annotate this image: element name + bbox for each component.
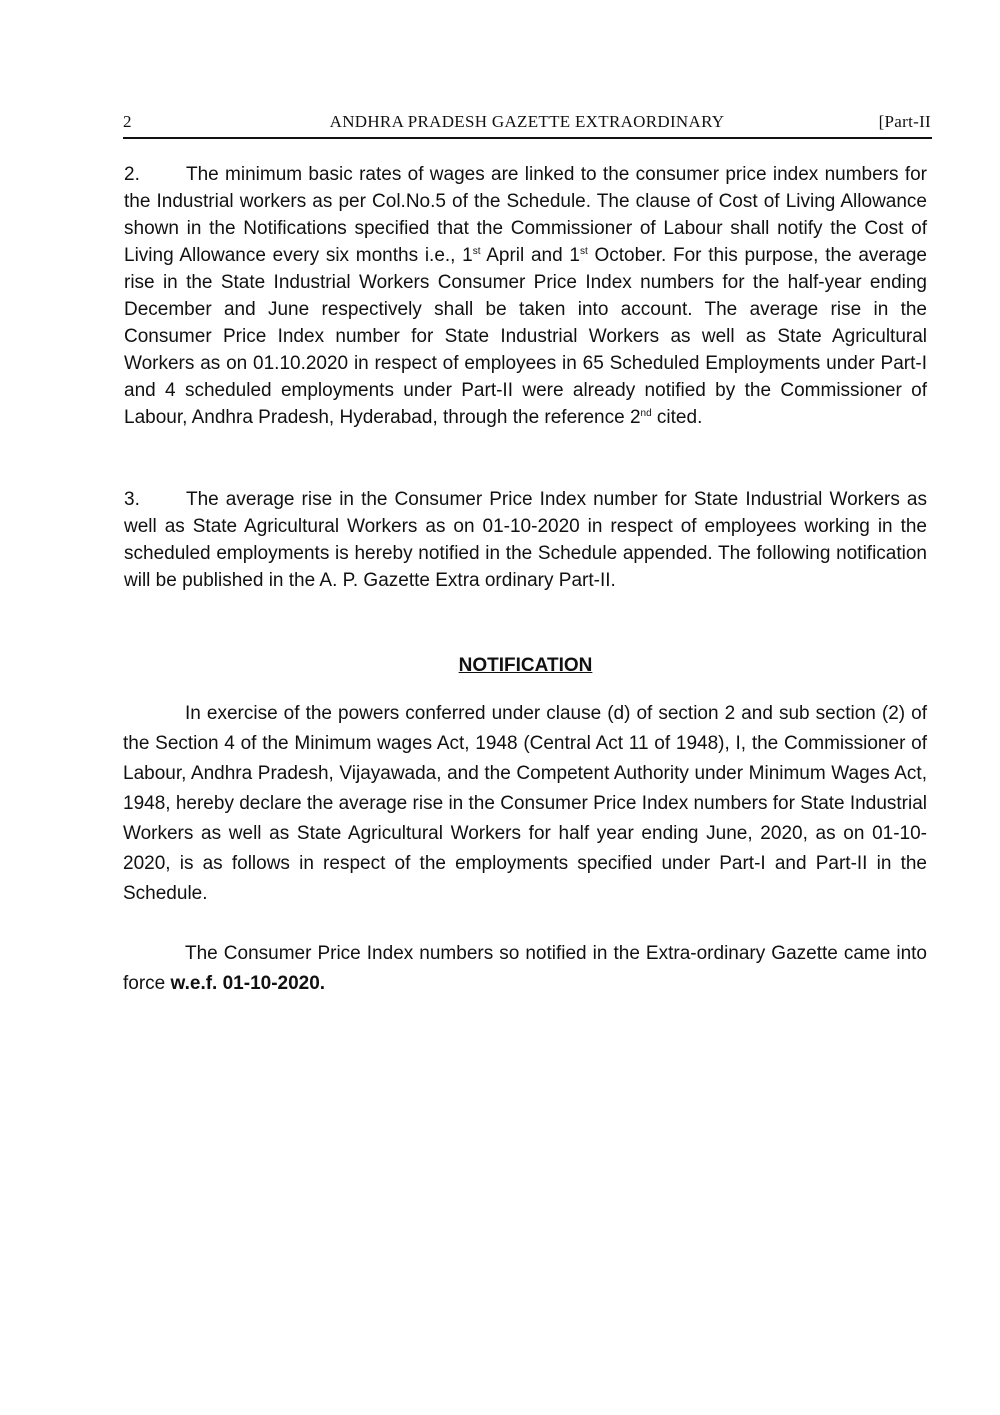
ordinal-suffix: nd xyxy=(640,408,652,419)
notification-body: In exercise of the powers conferred under clause (d) of section 2 and sub section (2) of the Section 4 of the Minimum wages Act, 1948 (Central Act 11 of 1948), I, the Commissioner of Labour, Andhra Pradesh, Vijayawada, and the Competent Authority under Minimum Wages Act, 1948, hereby declare the average rise in the Consumer Price Index numbers for State Industrial Workers as well as State Agricultural Workers for half year ending June, 2020, as on 01-10-2020, is as follows in respect of the employments specified under Part-I and Part-II in the Schedule. xyxy=(123,703,927,904)
gazette-title: ANDHRA PRADESH GAZETTE EXTRAORDINARY xyxy=(329,112,725,131)
paragraph-2 xyxy=(124,161,927,431)
paragraph-text: The minimum basic rates of wages are linked to the consumer price index numbers for the Industrial workers as per Col.No.5 of the Schedule. The clause of Cost of Living Allowance shown in the Notifications specified that the Commissioner of Labour shall notify the Cost of Living Allowance every six months i.e., 1 xyxy=(124,164,927,266)
effective-text: The Consumer Price Index numbers so notified in the Extra-ordinary Gazette came into force xyxy=(123,943,927,994)
page-number: 2 xyxy=(123,112,132,131)
paragraph-text: April and 1 xyxy=(480,245,580,266)
paragraph-text: The average rise in the Consumer Price Index number for State Industrial Workers as well as State Agricultural Workers as on 01-10-2020 in respect of employees working in the scheduled employments is hereby notified in the Schedule appended. The following notification will be published in the A. P. Gazette Extra ordinary Part-II. xyxy=(124,489,927,591)
ordinal-suffix: st xyxy=(472,246,481,257)
paragraph-number: 3. xyxy=(124,489,140,510)
notification-effective-date xyxy=(123,939,927,999)
paragraph-3 xyxy=(124,486,927,594)
page-header xyxy=(123,112,931,138)
header-divider xyxy=(123,137,932,139)
ordinal-suffix: st xyxy=(579,246,588,257)
part-label: [Part-II xyxy=(878,112,931,131)
effective-date: w.e.f. 01-10-2020. xyxy=(170,973,326,994)
paragraph-number: 2. xyxy=(124,164,140,185)
paragraph-text: cited. xyxy=(651,407,703,428)
paragraph-text: October. For this purpose, the average rise in the State Industrial Workers Consumer Price Index numbers for the half-year ending December and June respectively shall be taken into account. The average rise in the Consumer Price Index number for State Industrial Workers as well as State Agricultural Workers as on 01.10.2020 in respect of employees in 65 Scheduled Employments under Part-I and 4 scheduled employments under Part-II were already notified by the Commissioner of Labour, Andhra Pradesh, Hyderabad, through the reference 2 xyxy=(124,245,927,428)
notification-heading: NOTIFICATION xyxy=(458,655,593,676)
